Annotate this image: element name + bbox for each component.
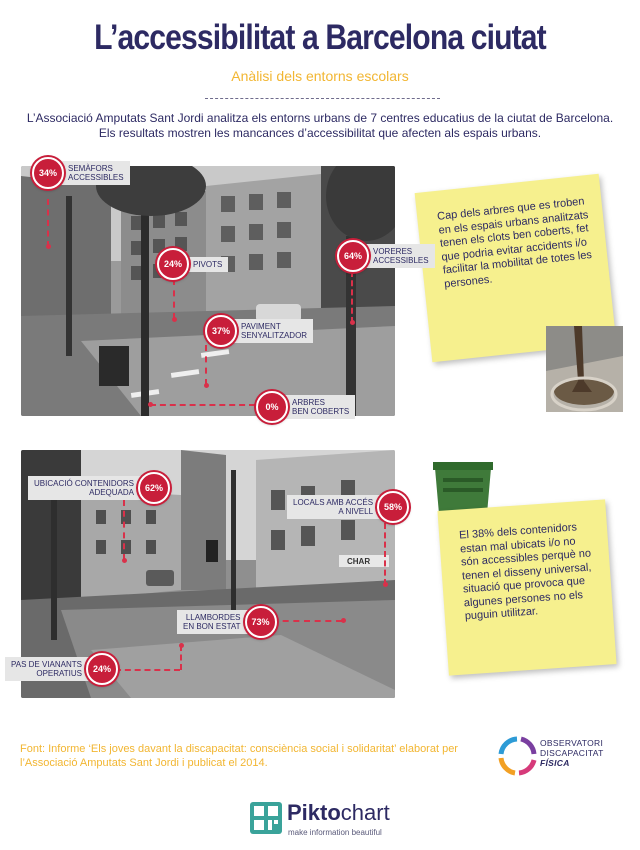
shop-sign: CHAR — [347, 557, 371, 566]
percentage-badge: 24% — [86, 653, 118, 685]
connector-line — [205, 345, 207, 385]
connector-dot — [122, 558, 127, 563]
callout-label: PAVIMENT SENYALITZADOR — [231, 319, 313, 343]
percentage-badge: 62% — [138, 472, 170, 504]
connector-dot — [179, 643, 184, 648]
connector-dot — [46, 244, 51, 249]
observatori-text: OBSERVATORI DISCAPACITAT FÍSICA — [540, 738, 604, 768]
connector-line — [150, 404, 255, 406]
note-text: El 38% dels contenidors estan mal ubicats i/o no són accessibles perquè no tenen el disseny universal, situació que provoca que algunes persones no els puguin utilitzar. — [458, 521, 592, 623]
connector-line — [351, 271, 353, 323]
source-note: Font: Informe ‘Els joves davant la discapacitat: consciència social i solidaritat’ elaborat per l’Associació Amputats Sant Jordi i publicat el 2014. — [20, 743, 458, 769]
sticky-note-containers — [437, 499, 616, 675]
intro-text: L’Associació Amputats Sant Jordi analitza els entorns urbans de 7 centres educatius de la ciutat de Barcelona. Els resultats mostren les mancances d’accessibilitat que afecten als espais urbans. — [26, 111, 614, 140]
divider — [205, 98, 440, 99]
callout-pas-vianants — [5, 653, 118, 685]
connector-line — [180, 645, 182, 670]
percentage-badge: 34% — [32, 157, 64, 189]
percentage-badge: 0% — [256, 391, 288, 423]
connector-dot — [350, 320, 355, 325]
callout-locals — [287, 491, 409, 523]
percentage-badge: 37% — [205, 315, 237, 347]
connector-dot — [383, 582, 388, 587]
piktochart-tagline: make information beautiful — [288, 828, 382, 837]
connector-line — [123, 500, 125, 560]
percentage-badge: 58% — [377, 491, 409, 523]
street-photo-1 — [21, 166, 395, 416]
callout-label: SEMÀFORS ACCESSIBLES — [58, 161, 130, 185]
callout-label: VORERES ACCESSIBLES — [363, 244, 435, 268]
connector-dot — [172, 317, 177, 322]
piktochart-logo-icon — [250, 802, 282, 834]
percentage-badge: 73% — [245, 606, 277, 638]
connector-line — [115, 669, 180, 671]
percentage-badge: 64% — [337, 240, 369, 272]
note-text: Cap dels arbres que es troben en els espais urbans analitzats tenen els clots ben coberts, fet que podria evitar accidents i/o facilitar la mobilitat de totes les persones. — [436, 195, 593, 290]
percentage-badge: 24% — [157, 248, 189, 280]
callout-label: ARBRES BEN COBERTS — [282, 395, 355, 419]
callout-voreres — [337, 240, 435, 272]
callout-arbres — [256, 391, 355, 423]
callout-label: LOCALS AMB ACCÉS A NIVELL — [287, 495, 383, 519]
callout-label: PIVOTS — [183, 257, 228, 272]
callout-label: PAS DE VIANANTS OPERATIUS — [5, 657, 92, 681]
callout-semafors — [32, 157, 130, 189]
page-subtitle: Anàlisi dels entorns escolars — [231, 68, 409, 84]
connector-line — [47, 199, 49, 247]
connector-line — [173, 279, 175, 319]
connector-line — [384, 523, 386, 585]
callout-label: LLAMBORDES EN BON ESTAT — [177, 610, 251, 634]
connector-line — [272, 620, 342, 622]
callout-llambordes — [177, 606, 277, 638]
callout-label: UBICACIÓ CONTENIDORS ADEQUADA — [28, 476, 144, 500]
tree-pit-photo — [546, 326, 623, 412]
page-title: L’accessibilitat a Barcelona ciutat — [94, 18, 546, 57]
piktochart-wordmark: Piktochart — [287, 800, 390, 825]
callout-paviment — [205, 315, 313, 347]
callout-contenidors — [28, 472, 170, 504]
connector-dot — [148, 402, 153, 407]
connector-dot — [204, 383, 209, 388]
connector-dot — [341, 618, 346, 623]
callout-pivots — [157, 248, 228, 280]
